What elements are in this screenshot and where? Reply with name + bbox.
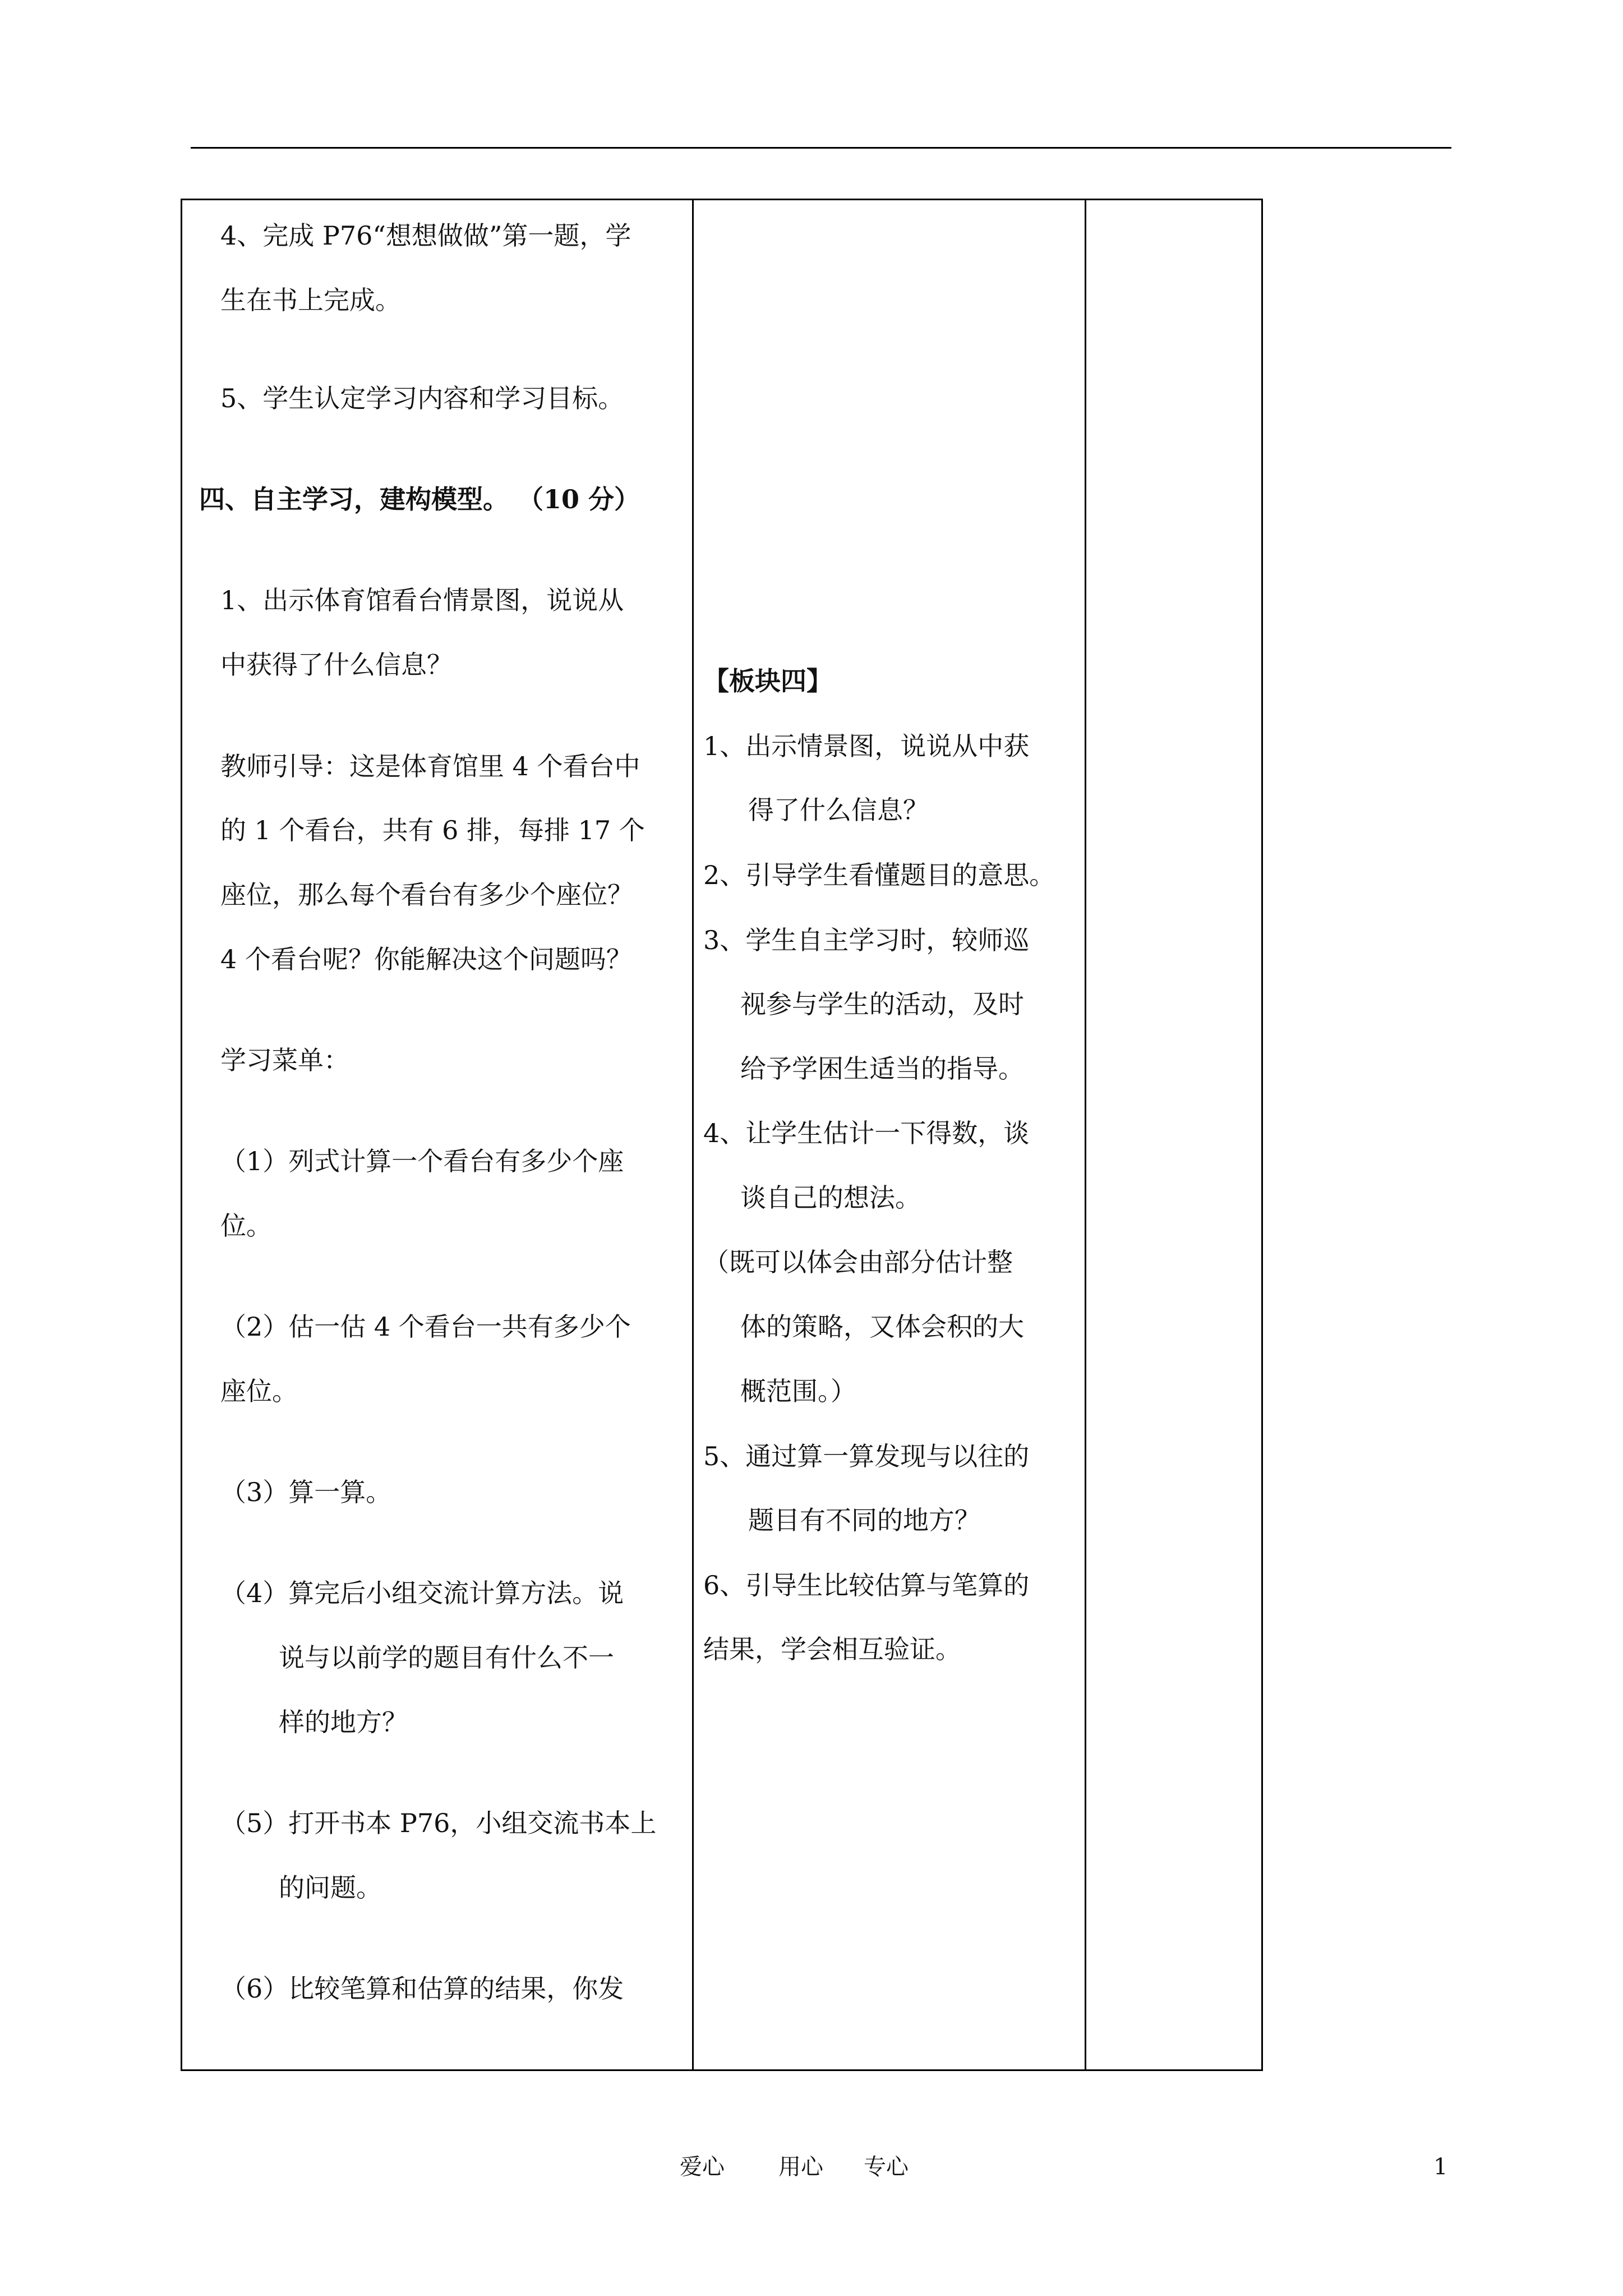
activity-line: （4）算完后小组交流计算方法。说	[220, 1578, 624, 1608]
intent-line: 6、引导生比较估算与笔算的	[703, 1570, 1030, 1600]
activity-line: 1、出示体育馆看台情景图，说说从	[220, 585, 624, 615]
activity-line: （6）比较笔算和估算的结果，你发	[220, 1973, 624, 2004]
intent-line: 2、引导学生看懂题目的意思。	[703, 860, 1055, 890]
section-heading: 四、自主学习，建构模型。 （10 分）	[199, 484, 640, 514]
intent-line: 题目有不同的地方？	[748, 1505, 980, 1535]
activity-line: （1）列式计算一个看台有多少个座	[220, 1146, 624, 1176]
footer-right-text: 专心	[864, 2154, 909, 2180]
activity-line: 4 个看台呢？你能解决这个问题吗？	[220, 944, 632, 974]
activity-line: 4、完成 P76“想想做做”第一题，学	[220, 220, 631, 251]
activity-line: 样的地方？	[279, 1707, 408, 1737]
activity-line: （3）算一算。	[220, 1477, 392, 1507]
activity-line: 中获得了什么信息？	[220, 650, 453, 680]
intent-line: 视参与学生的活动，及时	[740, 989, 1024, 1019]
intent-line: 概范围。）	[740, 1376, 856, 1406]
intent-line: （既可以体会由部分估计整	[703, 1247, 1013, 1277]
footer-left-text: 爱心	[680, 2154, 725, 2180]
intent-line: 结果，学会相互验证。	[703, 1634, 961, 1664]
intent-line: 得了什么信息？	[748, 795, 929, 825]
intent-line: 体的策略，又体会积的大	[740, 1312, 1024, 1342]
intent-line: 1、出示情景图，说说从中获	[703, 731, 1030, 761]
lesson-plan-table	[181, 199, 1263, 2071]
block-heading: 【板块四】	[703, 666, 832, 696]
intent-line: 给予学困生适当的指导。	[740, 1053, 1024, 1084]
activity-line: 教师引导：这是体育馆里 4 个看台中	[220, 751, 640, 781]
intent-line: 4、让学生估计一下得数，谈	[703, 1118, 1030, 1148]
activity-line: 5、学生认定学习内容和学习目标。	[220, 383, 624, 413]
activity-line: 的 1 个看台，共有 6 排，每排 17 个	[220, 815, 645, 845]
intent-line: 谈自己的想法。	[740, 1182, 921, 1213]
activity-line: 的问题。	[279, 1872, 382, 1903]
activity-line: 学习菜单：	[220, 1045, 349, 1075]
column-divider-2	[1085, 200, 1086, 2069]
intent-line: 5、通过算一算发现与以往的	[703, 1441, 1030, 1471]
activity-line: 座位。	[220, 1376, 298, 1406]
page-number: 1	[1433, 2154, 1448, 2180]
activity-line: 位。	[220, 1211, 272, 1241]
activity-line: 说与以前学的题目有什么不一	[279, 1642, 614, 1673]
activity-line: 座位，那么每个看台有多少个座位？	[220, 880, 633, 910]
footer-middle-text: 用心	[778, 2154, 823, 2180]
column-divider-1	[692, 200, 694, 2069]
intent-line: 3、学生自主学习时，较师巡	[703, 925, 1030, 955]
header-rule	[191, 147, 1451, 149]
activity-line: （5）打开书本 P76，小组交流书本上	[220, 1808, 657, 1838]
activity-line: （2）估一估 4 个看台一共有多少个	[220, 1312, 631, 1342]
activity-line: 生在书上完成。	[220, 285, 401, 315]
